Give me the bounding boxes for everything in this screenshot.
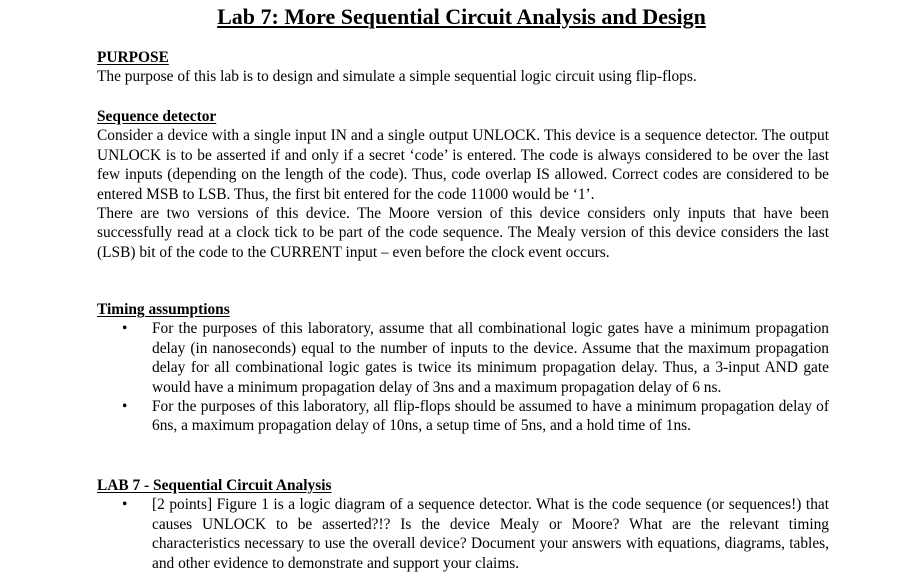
lab7-heading: LAB 7 - Sequential Circuit Analysis: [97, 477, 332, 494]
page-title: Lab 7: More Sequential Circuit Analysis and Design: [217, 4, 706, 29]
bullet-icon: •: [122, 496, 128, 514]
timing-bullet-item: [97, 319, 829, 397]
timing-bullet-text: For the purposes of this laboratory, assume that all combinational logic gates have a minimum propagation delay (in nanoseconds) equal to the number of inputs to the device. Assume that the maximum propagation delay for all combinational logic gates is twice its minimum propagation delay. Thus, a 3-input AND gate would have a minimum propagation delay of 3ns and a maximum propagation delay of 6 ns.: [152, 320, 829, 396]
timing-assumptions-section: [97, 300, 829, 436]
sequence-detector-paragraph-2: There are two versions of this device. The Moore version of this device considers only inputs that have been successfully read at a clock tick to be part of the code sequence. The Mealy version of this device considers the last (LSB) bit of the code to the CURRENT input – even before the clock event occurs.: [97, 205, 829, 261]
lab7-bullet-item: [97, 495, 829, 573]
timing-heading: Timing assumptions: [97, 301, 230, 318]
sequence-detector-section: [97, 107, 829, 262]
sequence-detector-heading: Sequence detector: [97, 108, 217, 125]
timing-bullet-item: [97, 397, 829, 436]
timing-bullet-list: [97, 319, 829, 435]
lab7-section: [97, 476, 829, 573]
purpose-section: [97, 48, 829, 87]
timing-bullet-text: For the purposes of this laboratory, all flip-flops should be assumed to have a minimum propagation delay of 6ns, a maximum propagation delay of 10ns, a setup time of 5ns, and a hold time of 1ns.: [152, 398, 829, 435]
purpose-text: The purpose of this lab is to design and simulate a simple sequential logic circuit using flip-flops.: [97, 68, 697, 86]
purpose-heading: PURPOSE: [97, 49, 169, 66]
bullet-icon: •: [122, 320, 128, 338]
lab7-bullet-list: [97, 495, 829, 573]
sequence-detector-paragraph-1: Consider a device with a single input IN and a single output UNLOCK. This device is a sequence detector. The output UNLOCK is to be asserted if and only if a secret ‘code’ is entered. The code is always considered to be over the last few inputs (depending on the length of the code). Thus, code overlap IS allowed. Correct codes are considered to be entered MSB to LSB. Thus, the first bit entered for the code 11000 would be ‘1’.: [97, 127, 829, 203]
lab7-bullet-text: [2 points] Figure 1 is a logic diagram of a sequence detector. What is the code sequence (or sequences!) that causes UNLOCK to be asserted?!? Is the device Mealy or Moore? What are the relevant timing characteristics necessary to use the overall device? Document your answers with equations, diagrams, tables, and other evidence to demonstrate and support your claims.: [152, 496, 829, 572]
bullet-icon: •: [122, 398, 128, 416]
